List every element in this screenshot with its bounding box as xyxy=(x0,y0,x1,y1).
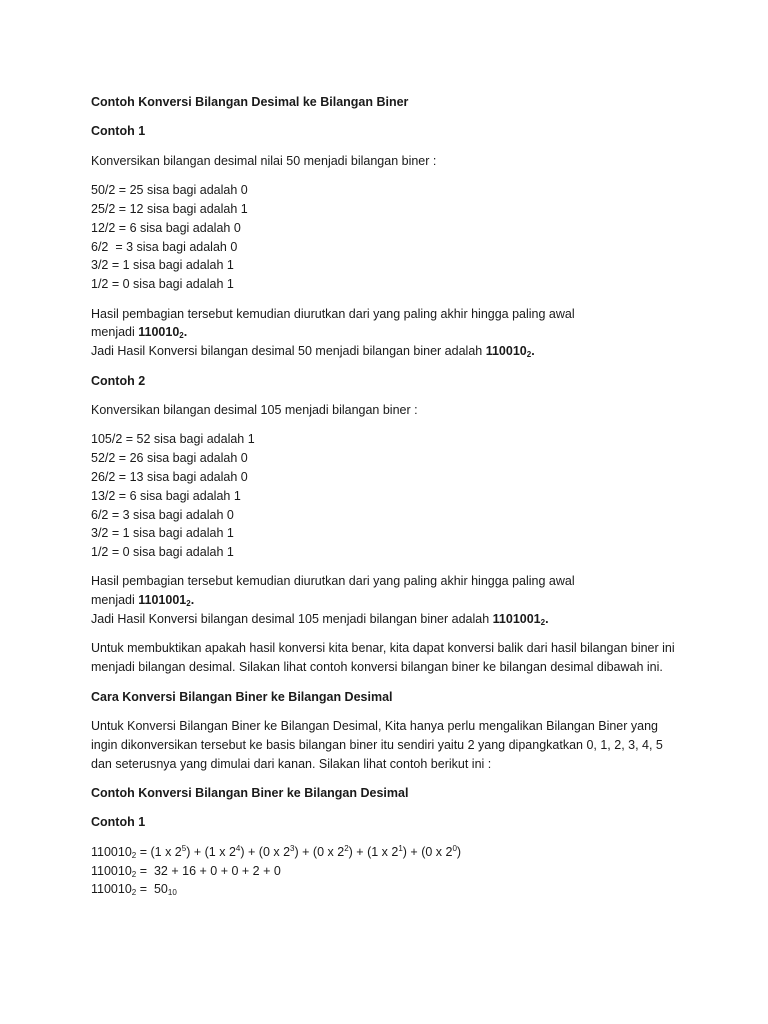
document-title: Contoh Konversi Bilangan Desimal ke Bilangan Biner xyxy=(91,95,409,109)
power-term: (1 x $2^4$) xyxy=(204,843,245,859)
example-2-prompt: Konversikan bilangan desimal 105 menjadi bilangan biner : xyxy=(91,402,418,417)
section-2-title: Cara Konversi Bilangan Biner ke Bilangan Desimal xyxy=(91,689,393,704)
example-1-heading: Contoh 1 xyxy=(91,124,146,139)
division-step: 3/2 = 1 sisa bagi adalah 1 xyxy=(91,258,234,273)
conclusion-line: Jadi Hasil Konversi bilangan desimal 50 menjadi bilangan biner adalah xyxy=(91,344,486,359)
binary-result: $1101001_2$. xyxy=(138,593,195,609)
conclusion-line: Jadi Hasil Konversi bilangan desimal 105 menjadi bilangan biner adalah xyxy=(91,612,493,627)
expansion-equation: $110010_2 = (1$ x $2^5) + (1$ x $2^4) + (0$ x $2^3) + (0$ x $2^2) + (1$ x $2^1) + (0$ x $2^0$) xyxy=(91,843,462,860)
power-term: (1 x $2^1$) xyxy=(367,843,407,859)
example-1-prompt: Konversikan bilangan desimal nilai 50 menjadi bilangan biner : xyxy=(91,153,437,168)
power-term: (1 x $2^5$) xyxy=(150,843,191,859)
section-2-paragraph: Untuk Konversi Bilangan Biner ke Bilangan Desimal, Kita hanya perlu mengalikan Bilangan Biner yang ingin dikonversikan tersebut ke basis bilangan biner itu sendiri yaitu 2 yang dipangkatkan 0, 1, 2, 3, 4, 5 dan seterusnya yang dimulai dari kanan. Silakan lihat contoh berikut ini : xyxy=(91,719,663,771)
binary-result: $110010_2$. xyxy=(138,325,188,341)
document-body xyxy=(91,93,681,910)
division-step: 26/2 = 13 sisa bagi adalah 0 xyxy=(91,469,248,484)
example-2-result: Hasil pembagian tersebut kemudian diurutkan dari yang paling akhir hingga paling awal menjadi $1101001_2$. Jadi Hasil Konversi bilangan desimal 105 menjadi bilangan biner adalah $1101001_2$. xyxy=(91,574,575,628)
division-step: 6/2 = 3 sisa bagi adalah 0 xyxy=(91,239,238,254)
division-step: 105/2 = 52 sisa bagi adalah 1 xyxy=(91,432,255,447)
sum-equation: $110010_2 = 32 + 16 + 0 + 0 + 2 + 0$ xyxy=(91,863,281,879)
power-term: (0 x $2^3$) xyxy=(258,843,299,859)
result-line: Hasil pembagian tersebut kemudian diurutkan dari yang paling akhir hingga paling awal xyxy=(91,574,575,589)
binary-result: $1101001_2$. xyxy=(492,612,549,628)
verification-paragraph: Untuk membuktikan apakah hasil konversi kita benar, kita dapat konversi balik dari hasil bilangan biner ini menjadi bilangan desimal. Silakan lihat contoh konversi bilangan biner ke bilangan desimal dibawah ini. xyxy=(91,641,675,675)
division-step: 13/2 = 6 sisa bagi adalah 1 xyxy=(91,488,241,503)
division-step: 52/2 = 26 sisa bagi adalah 0 xyxy=(91,451,248,466)
division-step: 25/2 = 12 sisa bagi adalah 1 xyxy=(91,201,248,216)
power-term: (0 x $2^2$) xyxy=(312,843,353,859)
example-1-result: Hasil pembagian tersebut kemudian diurutkan dari yang paling akhir hingga paling awal menjadi $110010_2$. Jadi Hasil Konversi bilangan desimal 50 menjadi bilangan biner adalah $110010_2$. xyxy=(91,306,575,360)
power-term: (0 x $2^0$) xyxy=(421,843,462,859)
example-2-steps xyxy=(91,430,681,562)
division-step: 1/2 = 0 sisa bagi adalah 1 xyxy=(91,545,234,560)
division-step: 3/2 = 1 sisa bagi adalah 1 xyxy=(91,526,234,541)
example-3-heading: Contoh 1 xyxy=(91,815,146,830)
division-step: 6/2 = 3 sisa bagi adalah 0 xyxy=(91,507,234,522)
section-3-title: Contoh Konversi Bilangan Biner ke Bilangan Desimal xyxy=(91,786,409,801)
example-1-steps xyxy=(91,181,681,294)
division-step: 12/2 = 6 sisa bagi adalah 0 xyxy=(91,220,241,235)
division-step: 1/2 = 0 sisa bagi adalah 1 xyxy=(91,277,234,292)
division-step: 50/2 = 25 sisa bagi adalah 0 xyxy=(91,183,248,198)
result-line: Hasil pembagian tersebut kemudian diurutkan dari yang paling akhir hingga paling awal xyxy=(91,306,575,321)
example-2-heading: Contoh 2 xyxy=(91,373,146,388)
binary-result: $110010_2$. xyxy=(485,344,535,360)
total-equation: $110010_2 = 50_{10}$ xyxy=(91,882,177,898)
example-3-equations xyxy=(91,843,681,899)
